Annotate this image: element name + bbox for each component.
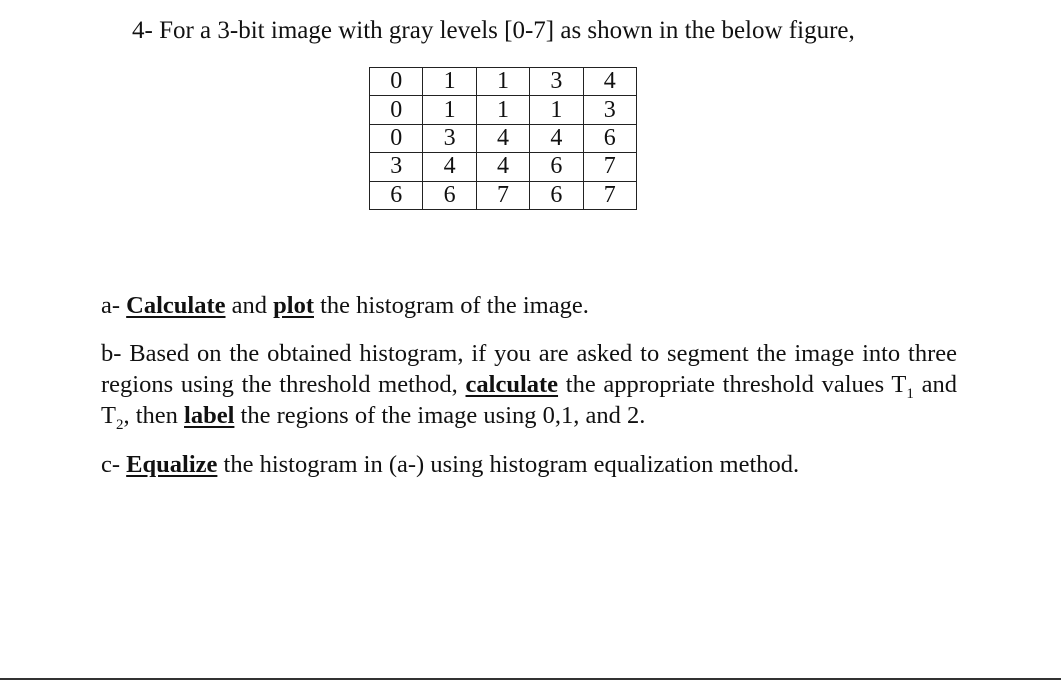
keyword-plot: plot [273,292,314,319]
grid-cell: 3 [423,124,476,152]
grid-cell: 0 [370,124,423,152]
part-b-text: and T [101,371,957,429]
keyword-equalize: Equalize [126,451,218,478]
grid-cell: 1 [530,96,583,124]
grid-cell: 4 [530,124,583,152]
part-b-text: the appropriate threshold values T [558,371,907,398]
grid-cell: 0 [370,68,423,96]
grid-row [370,124,637,152]
grid-cell: 1 [423,96,476,124]
part-b [101,338,957,431]
grid-cell: 7 [583,153,636,181]
grid-cell: 4 [476,153,529,181]
gray-level-grid [369,67,637,210]
grid-row [370,181,637,209]
grid-cell: 1 [476,68,529,96]
grid-cell: 7 [476,181,529,209]
part-c [101,449,957,480]
part-b-text: the regions of the image using 0,1, and 2. [234,402,646,429]
grid-cell: 3 [583,96,636,124]
part-b-text: , then [123,402,185,429]
bottom-divider [0,678,1061,680]
grid-cell: 6 [530,153,583,181]
grid-cell: 0 [370,96,423,124]
part-c-prefix: c- [101,451,127,478]
subscript-2: 2 [115,416,124,433]
grid-cell: 4 [583,68,636,96]
keyword-label: label [184,402,235,429]
part-c-text: the histogram in (a-) using histogram equalization method. [217,451,800,478]
grid-cell: 6 [423,181,476,209]
grid-cell: 6 [370,181,423,209]
grid-row [370,153,637,181]
part-b-text: b- Based on the obtained histogram, if you are asked to segment the image into three regions using the threshold method, [101,340,957,398]
subscript-1: 1 [906,385,914,402]
grid-cell: 6 [530,181,583,209]
part-a-prefix: a- [101,292,127,319]
grid-row [370,68,637,96]
part-a [101,290,957,321]
part-a-text: and [225,292,274,319]
grid-row [370,96,637,124]
grid-cell: 7 [583,181,636,209]
question-heading: 4- For a 3-bit image with gray levels [0-7] as shown in the below figure, [132,17,855,44]
grid-cell: 4 [423,153,476,181]
grid-cell: 3 [530,68,583,96]
keyword-calculate: Calculate [126,292,226,319]
part-a-text: the histogram of the image. [313,292,589,319]
grid-cell: 1 [476,96,529,124]
keyword-calculate: calculate [465,371,559,398]
grid-cell: 1 [423,68,476,96]
grid-cell: 4 [476,124,529,152]
grid-cell: 6 [583,124,636,152]
grid-cell: 3 [370,153,423,181]
